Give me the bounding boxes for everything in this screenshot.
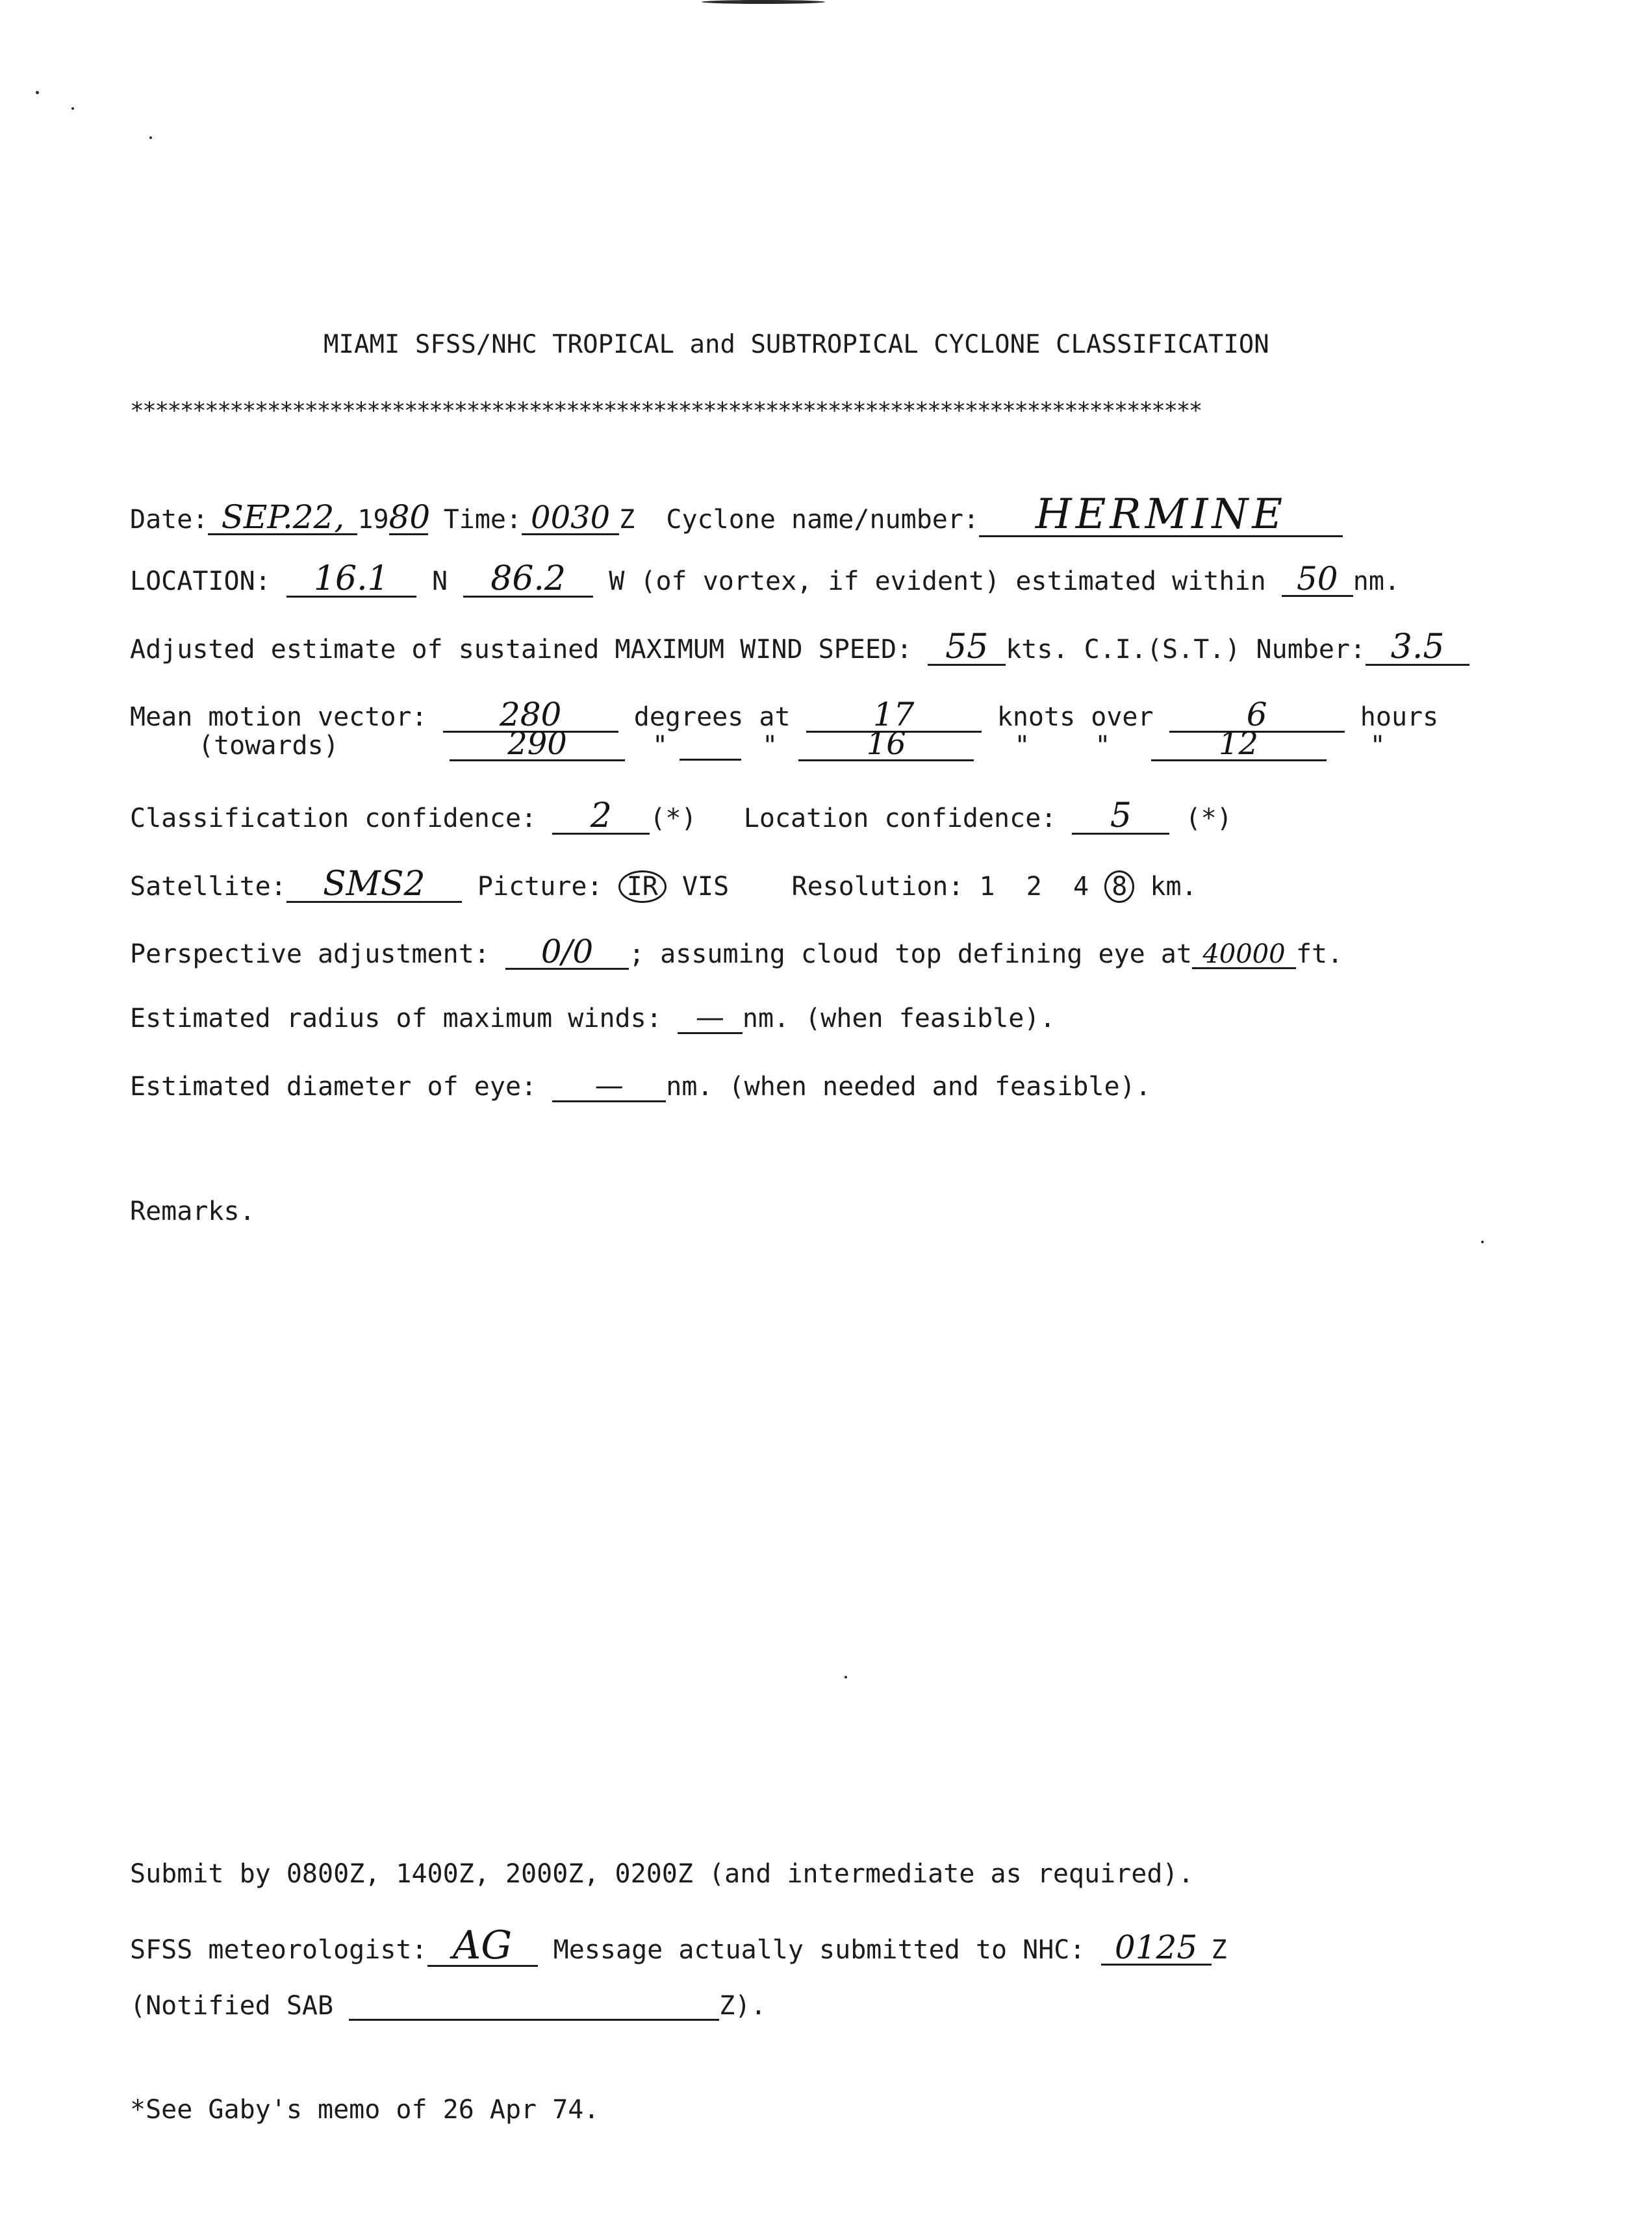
ditto-1: "	[652, 731, 668, 761]
resolution-option-1: 1	[979, 872, 995, 902]
footnote: *See Gaby's memo of 26 Apr 74.	[130, 2095, 600, 2125]
picture-label: Picture:	[477, 872, 603, 902]
message-label: Message actually submitted to NHC:	[553, 1935, 1086, 1965]
satellite-label: Satellite:	[130, 872, 286, 902]
form-title: MIAMI SFSS/NHC TROPICAL and SUBTROPICAL CYCLONE CLASSIFICATION	[324, 330, 1269, 359]
ditto-5: "	[1369, 731, 1386, 761]
confidence-line	[130, 796, 1232, 835]
radius-line	[130, 1001, 1056, 1034]
ci-label: C.I.(S.T.) Number:	[1084, 635, 1366, 664]
meteorologist-signature: AG	[427, 1926, 538, 1967]
picture-selected-ir: IR	[618, 870, 667, 903]
year-prefix: 19	[357, 505, 389, 535]
resolution-selected-8: 8	[1104, 870, 1134, 903]
within-value: 50	[1282, 563, 1353, 597]
location-label: LOCATION:	[130, 566, 271, 596]
notified-blank	[349, 1993, 719, 2021]
date-value: SEP.22,	[208, 501, 357, 535]
motion-knots-1: 17	[806, 698, 982, 733]
time-suffix: Z	[619, 505, 635, 535]
diameter-value: —	[552, 1072, 666, 1102]
scan-edge-mark	[702, 0, 825, 4]
within-unit: nm.	[1353, 566, 1401, 596]
motion-block	[130, 698, 1494, 763]
towards-label: (towards)	[198, 731, 339, 761]
ditto-blank	[680, 733, 741, 761]
wind-unit: kts.	[1006, 635, 1069, 664]
picture-vis: VIS	[681, 872, 730, 902]
perspective-label: Perspective adjustment:	[130, 939, 490, 969]
latitude-value: 16.1	[286, 562, 416, 598]
notified-suffix: Z).	[719, 1991, 767, 2021]
diameter-text: nm. (when needed and feasible).	[666, 1072, 1151, 1102]
resolution-option-4: 4	[1073, 872, 1089, 902]
location-confidence-label: Location confidence:	[743, 804, 1057, 833]
motion-hours-1: 6	[1169, 698, 1345, 733]
meteorologist-label: SFSS meteorologist:	[130, 1935, 427, 1965]
message-time-suffix: Z	[1211, 1935, 1227, 1965]
wind-line	[130, 627, 1469, 666]
scan-speck	[845, 1676, 847, 1678]
year-value: 80	[388, 498, 431, 536]
diameter-label: Estimated diameter of eye:	[130, 1072, 537, 1102]
remarks-label: Remarks.	[130, 1196, 255, 1226]
time-value: 0030	[522, 502, 619, 535]
wind-label: Adjusted estimate of sustained MAXIMUM WIND SPEED:	[130, 635, 913, 664]
ci-value: 3.5	[1366, 630, 1469, 666]
meteorologist-line	[130, 1923, 1227, 1968]
motion-knots-2: 16	[798, 728, 974, 761]
knots-label: knots over	[997, 702, 1154, 732]
radius-text: nm. (when feasible).	[742, 1004, 1056, 1033]
cyclone-label: Cyclone name/number:	[666, 505, 980, 535]
time-label: Time:	[443, 505, 522, 535]
longitude-value: 86.2	[463, 562, 593, 598]
motion-hours-2: 12	[1151, 728, 1327, 761]
date-line	[130, 490, 1343, 538]
classification-note: (*)	[650, 804, 697, 833]
separator-line: **************************************************************************************	[130, 398, 1201, 424]
resolution-unit: km.	[1150, 872, 1197, 902]
scan-speck	[71, 107, 74, 110]
scan-speck	[36, 91, 39, 94]
wind-value: 55	[928, 630, 1006, 666]
perspective-line	[130, 935, 1343, 970]
satellite-value: SMS2	[286, 867, 462, 903]
ditto-4: "	[1095, 731, 1111, 761]
notified-line	[130, 1993, 766, 2021]
ditto-2: "	[762, 731, 778, 761]
cyclone-value: HERMINE	[979, 494, 1343, 537]
location-confidence-value: 5	[1072, 799, 1169, 835]
radius-label: Estimated radius of maximum winds:	[130, 1004, 662, 1033]
motion-degrees-1: 280	[443, 698, 618, 733]
radius-value: —	[678, 1004, 743, 1034]
diameter-line	[130, 1069, 1151, 1102]
degrees-label: degrees at	[633, 702, 791, 732]
classification-confidence-value: 2	[552, 799, 650, 835]
perspective-value: 0/0	[505, 935, 629, 970]
location-note: (*)	[1185, 804, 1232, 833]
perspective-text: ; assuming cloud top defining eye at	[628, 939, 1192, 969]
submit-line: Submit by 0800Z, 1400Z, 2000Z, 0200Z (and intermediate as required).	[130, 1859, 1194, 1889]
hours-label: hours	[1360, 702, 1439, 732]
ditto-3: "	[1014, 731, 1030, 761]
eye-height-unit: ft.	[1295, 939, 1343, 969]
scan-speck	[149, 136, 152, 139]
resolution-label: Resolution:	[791, 872, 964, 902]
scan-speck	[1481, 1241, 1484, 1243]
classification-confidence-label: Classification confidence:	[130, 804, 537, 833]
satellite-line	[130, 867, 1197, 903]
motion-degrees-2: 290	[450, 728, 625, 761]
location-line	[130, 559, 1401, 598]
message-time-value: 0125	[1101, 1931, 1212, 1966]
eye-height-value: 40000	[1192, 941, 1296, 969]
motion-label: Mean motion vector:	[130, 702, 427, 732]
latitude-suffix: N	[431, 566, 448, 596]
longitude-suffix: W (of vortex, if evident) estimated within	[609, 566, 1266, 596]
notified-label: (Notified SAB	[130, 1991, 334, 2021]
date-label: Date:	[130, 505, 209, 535]
resolution-option-2: 2	[1026, 872, 1042, 902]
